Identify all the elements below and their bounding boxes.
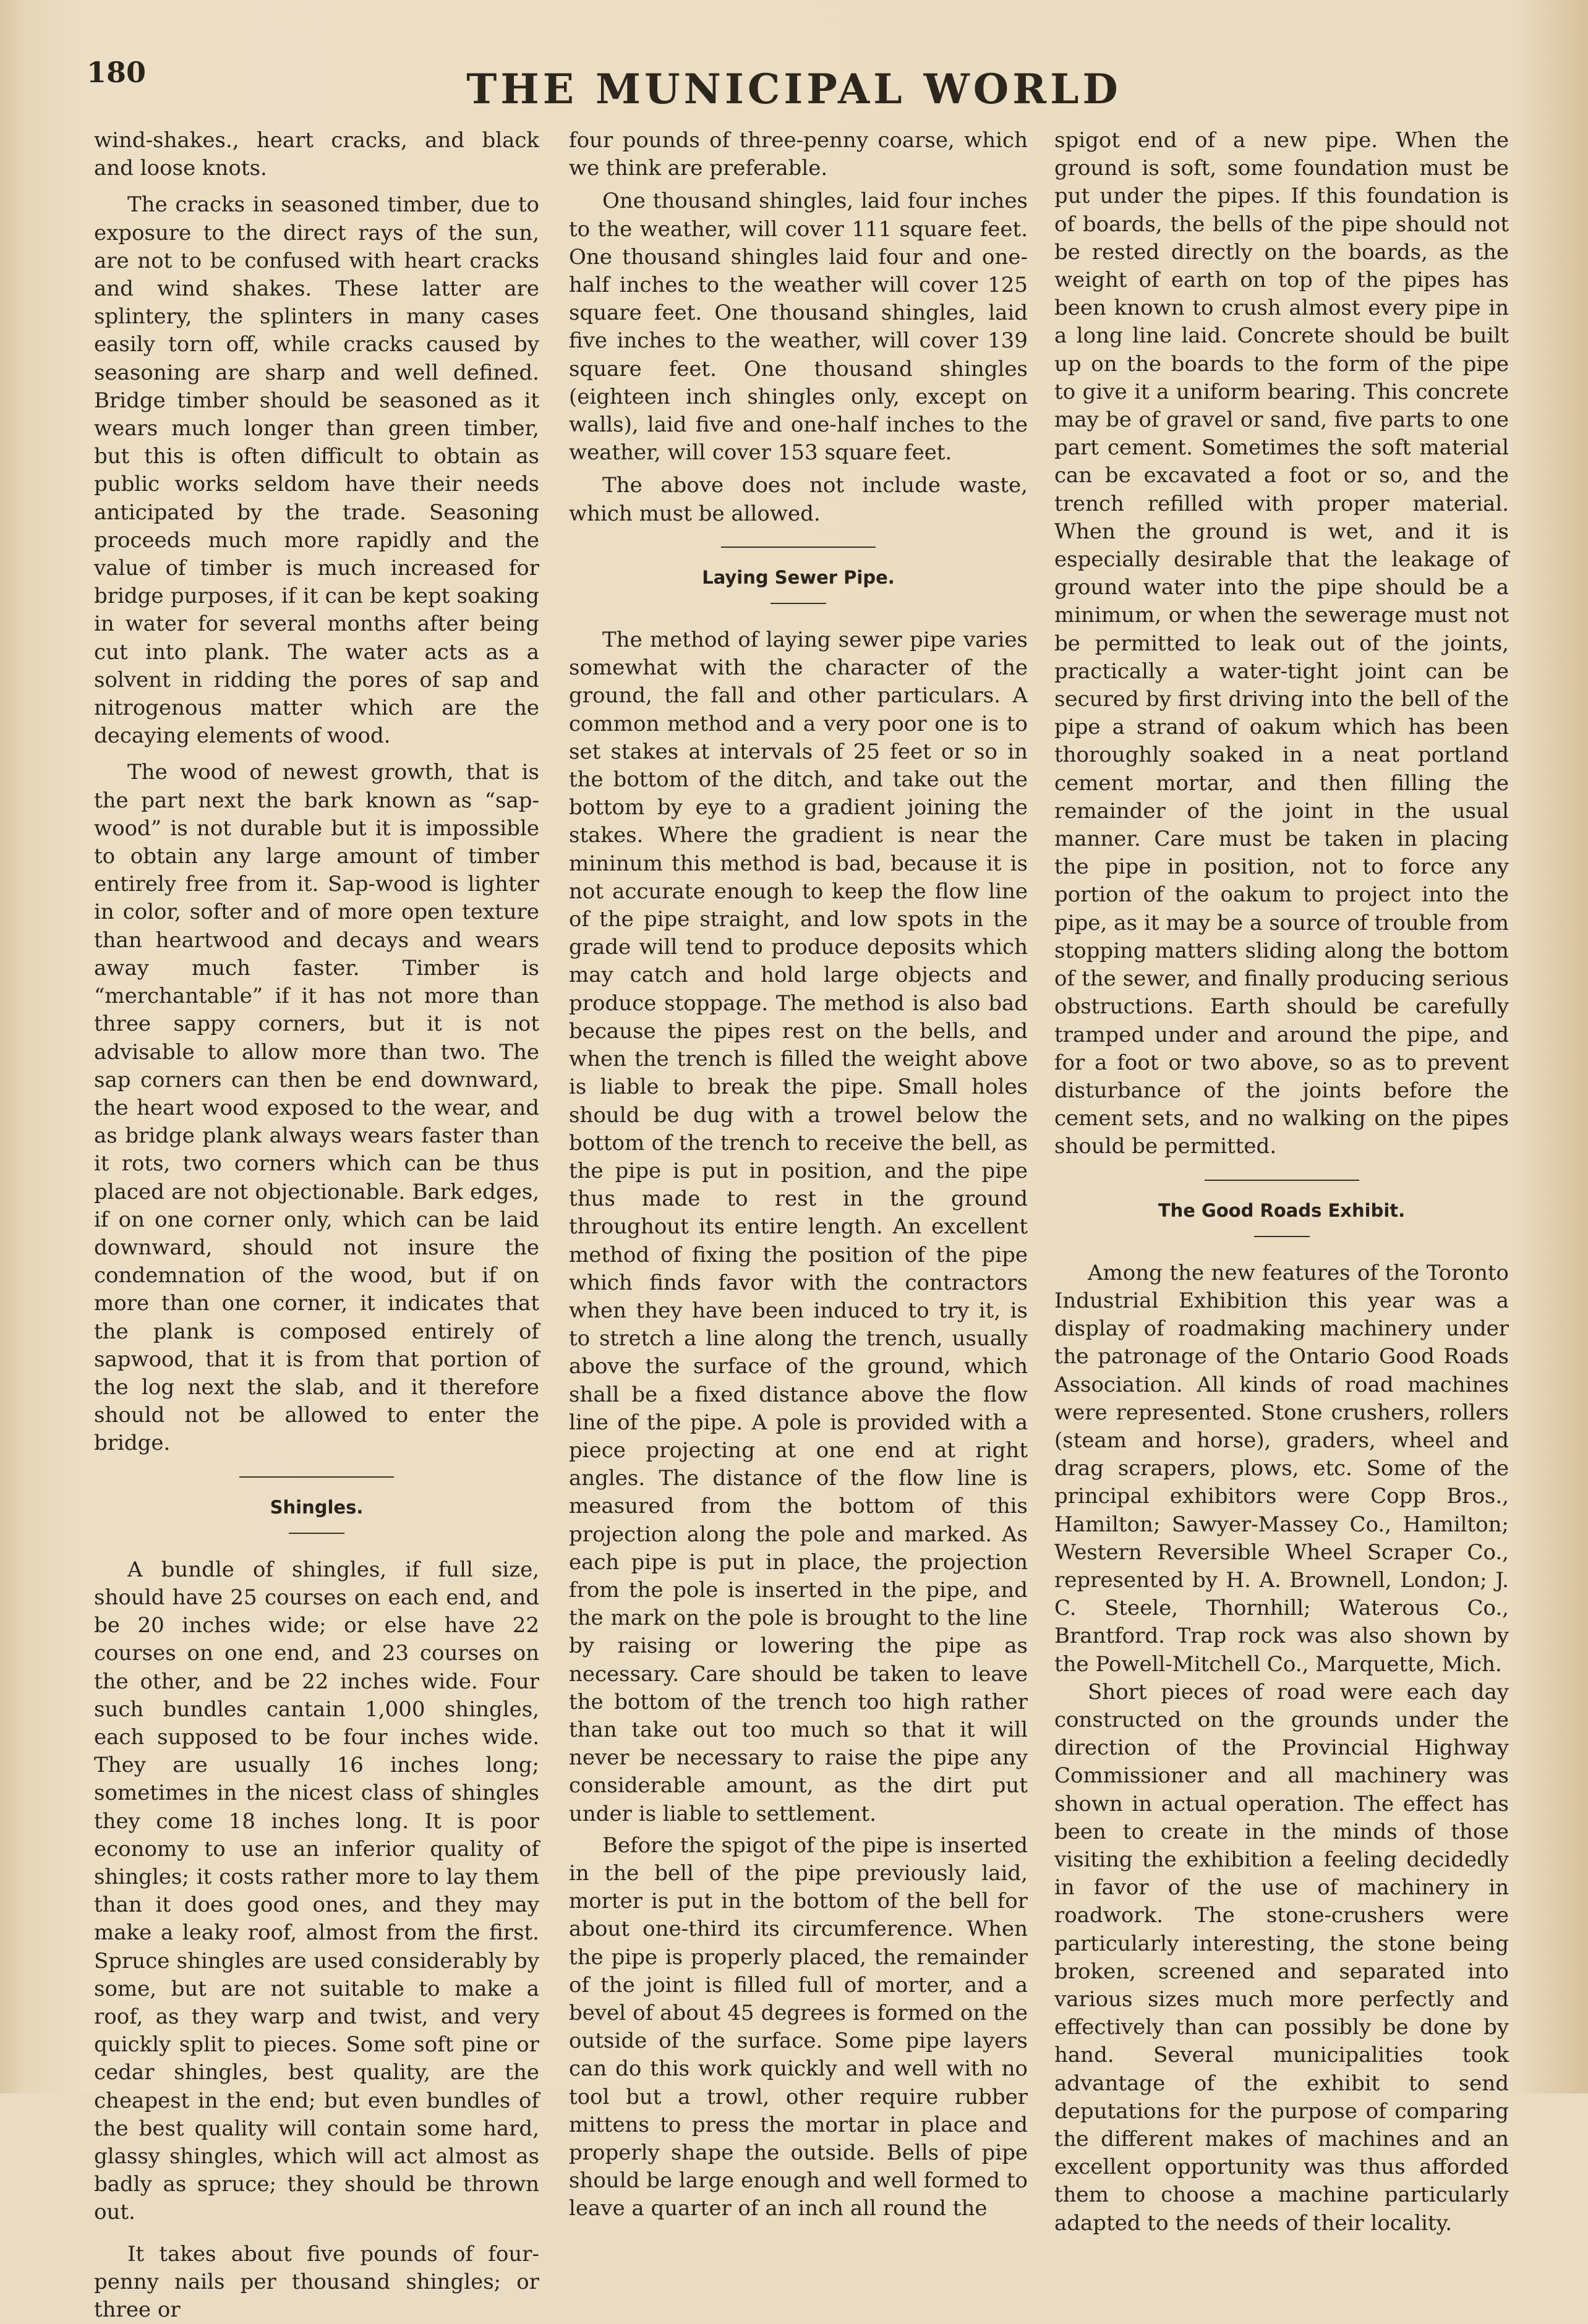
paragraph: A bundle of shingles, if full size, should have 25 courses on each end, and be 20 inches wide; or else have 22 courses on one end, and 23 courses on the other, and be 22 inches wide. Four such bundles cantain 1,000 shingles, each supposed to be four inches wide. They are usually 16 inches long; sometimes in the nicest class of shingles they come 18 inches long. It is poor economy to use an inferior quality of shingles; it costs rather more to lay them than it does good ones, and they may make a leaky roof, almost from the first. Spruce shingles are used considerably by some, but are not suitable to make a roof, as they warp and twist, and very quickly split to pieces. Some soft pine or cedar shingles, best quality, are the cheapest in the end; but even bundles of the best quality will contain some hard, glassy shingles, which will act almost as badly as spruce; they should be thrown out. <box>94 1557 539 2225</box>
paragraph: Among the new features of the Toronto Industrial Exhibition this year was a display of roadmaking machinery under the patronage of the Ontario Good Roads Association. All kinds of road machines were represented. Stone crushers, rollers (steam and horse), graders, wheel and drag scrapers, plows, etc. Some of the principal exhibitors were Copp Bros., Hamilton; Sawyer-Massey Co., Hamilton; Western Reversible Wheel Scraper Co., represented by H. A. Brownell, London; J. C. Steele, Thornhill; Waterous Co., Brantford. Trap rock was also shown by the Powell-Mitchell Co., Marquette, Mich. <box>1054 1260 1509 1677</box>
column-2 <box>569 127 1028 2223</box>
section-divider <box>239 1476 394 1478</box>
page-number: 180 <box>87 56 147 89</box>
paragraph: four pounds of three-penny coarse, which we think are preferable. <box>569 128 1028 181</box>
section-heading: Shingles. <box>270 1496 364 1518</box>
heading-rule <box>289 1533 344 1534</box>
paragraph: The above does not include waste, which must be allowed. <box>569 473 1028 526</box>
column-3 <box>1054 127 1509 2237</box>
paragraph: spigot end of a new pipe. When the ground is soft, some foundation must be put under the pipes. If this foundation is of boards, the bells of the pipe should not be rested directly on the boards, as the weight of earth on top of the pipes has been known to crush almost every pipe in a long line laid. Concrete should be built up on the boards to the form of the pipe to give it a uniform bearing. This concrete may be of gravel or sand, five parts to one part cement. Sometimes the soft material can be excavated a foot or so, and the trench refilled with proper material. When the ground is wet, and it is especially desirable that the leakage of ground water into the pipe should be a minimum, or when the sewerage must not be permitted to leak out of the joints, practically a water-tight joint can be secured by first driving into the bell of the pipe a strand of oakum which has been thoroughly soaked in a neat portland cement mortar, and then filling the remainder of the joint in the usual manner. Care must be taken in placing the pipe in position, not to force any portion of the oakum to project into the pipe, as it may be a source of trouble from stopping matters sliding along the bottom of the sewer, and finally producing serious obstructions. Earth should be carefully tramped under and around the pipe, and for a foot or two above, so as to prevent disturbance of the joints before the cement sets, and no walking on the pipes should be permitted. <box>1054 128 1509 1159</box>
paragraph: It takes about five pounds of four-penny nails per thousand shingles; or three or <box>94 2241 539 2323</box>
section-divider <box>721 547 876 548</box>
paragraph: The wood of newest growth, that is the part next the bark known as “sap-wood” is not durable but it is impossible to obtain any large amount of timber entirely free from it. Sap-wood is lighter in color, softer and of more open texture than heartwood and decays and wears away much faster. Timber is “merchantable” if it has not more than three sappy corners, but it is not advisable to allow more than two. The sap corners can then be end downward, the heart wood exposed to the wear, and as bridge plank always wears faster than it rots, two corners which can be thus placed are not objectionable. Bark edges, if on one corner only, which can be laid downward, should not insure the condemnation of the wood, but if on more than one corner, it indicates that the plank is composed entirely of sapwood, that it is from that portion of the log next the slab, and it therefore should not be allowed to enter the bridge. <box>94 760 539 1456</box>
paragraph: wind-shakes., heart cracks, and black and loose knots. <box>94 128 539 181</box>
masthead-title: THE MUNICIPAL WORLD <box>466 65 1122 113</box>
paragraph: One thousand shingles, laid four inches to the weather, will cover 111 square feet. One thousand shingles laid four and one-half inches to the weather will cover 125 square feet. One thousand shingles, laid five inches to the weather, will cover 139 square feet. One thousand shingles (eighteen inch shingles only, except on walls), laid five and one-half inches to the weather, will cover 153 square feet. <box>569 189 1028 466</box>
heading-rule <box>771 603 826 604</box>
paragraph: The method of laying sewer pipe varies somewhat with the character of the ground, the fall and other particulars. A common method and a very poor one is to set stakes at intervals of 25 feet or so in the bottom of the ditch, and take out the bottom by eye to a gradient joining the stakes. Where the gradient is near the mininum this method is bad, because it is not accurate enough to keep the flow line of the pipe straight, and low spots in the grade will tend to produce deposits which may catch and hold large objects and produce stoppage. The method is also bad because the pipes rest on the bells, and when the trench is filled the weight above is liable to break the pipe. Small holes should be dug with a trowel below the bottom of the trench to receive the bell, as the pipe is put in position, and the pipe thus made to rest in the ground throughout its entire length. An excellent method of fixing the position of the pipe which finds favor with the contractors when they have been induced to try it, is to stretch a line along the trench, usually above the surface of the ground, which shall be a fixed distance above the flow line of the pipe. A pole is provided with a piece projecting at one end at right angles. The distance of the flow line is measured from the bottom of this projection along the pole and marked. As each pipe is put in place, the projection from the pole is inserted in the pipe, and the mark on the pole is brought to the line by raising or lowering the pipe as necessary. Care should be taken to leave the bottom of the trench too high rather than take out too much so that it will never be necessary to raise the pipe any considerable amount, as the dirt put under is liable to settlement. <box>569 628 1028 1826</box>
paragraph: The cracks in seasoned timber, due to exposure to the direct rays of the sun, are not to be confused with heart cracks and wind shakes. These latter are splintery, the splinters in many cases easily torn off, while cracks caused by seasoning are sharp and well defined. Bridge timber should be seasoned as it wears much longer than green timber, but this is often difficult to obtain as public works seldom have their needs anticipated by the trade. Seasoning proceeds much more rapidly and the value of timber is much increased for bridge purposes, if it can be kept soaking in water for several months after being cut into plank. The water acts as a solvent in ridding the pores of sap and nitrogenous matter which are the decaying elements of wood. <box>94 192 539 749</box>
heading-rule <box>1254 1236 1310 1237</box>
section-heading: The Good Roads Exhibit. <box>1158 1199 1406 1221</box>
paragraph: Short pieces of road were each day constructed on the grounds under the direction of the Provincial Highway Commissioner and all machinery was shown in actual operation. The effect has been to create in the minds of those visiting the exhibition a feeling decidedly in favor of the use of machinery in roadwork. The stone-crushers were particularly interesting, the stone being broken, screened and separated into various sizes much more perfectly and effectively than can possibly be done by hand. Several municipalities took advantage of the exhibit to send deputations for the purpose of comparing the different makes of machines and an excellent opportunity was thus afforded them to choose a machine particularly adapted to the needs of their locality. <box>1054 1679 1509 2236</box>
column-1 <box>94 127 539 2324</box>
paragraph: Before the spigot of the pipe is inserted in the bell of the pipe previously laid, morter is put in the bottom of the bell for about one-third its circumference. When the pipe is properly placed, the remainder of the joint is filled full of morter, and a bevel of about 45 degrees is formed on the outside of the surface. Some pipe layers can do this work quickly and well with no tool but a trowl, other require rubber mittens to press the mortar in place and properly shape the outside. Bells of pipe should be large enough and well formed to leave a quarter of an inch all round the <box>569 1832 1028 2221</box>
section-divider <box>1205 1180 1359 1181</box>
section-heading: Laying Sewer Pipe. <box>702 566 895 588</box>
